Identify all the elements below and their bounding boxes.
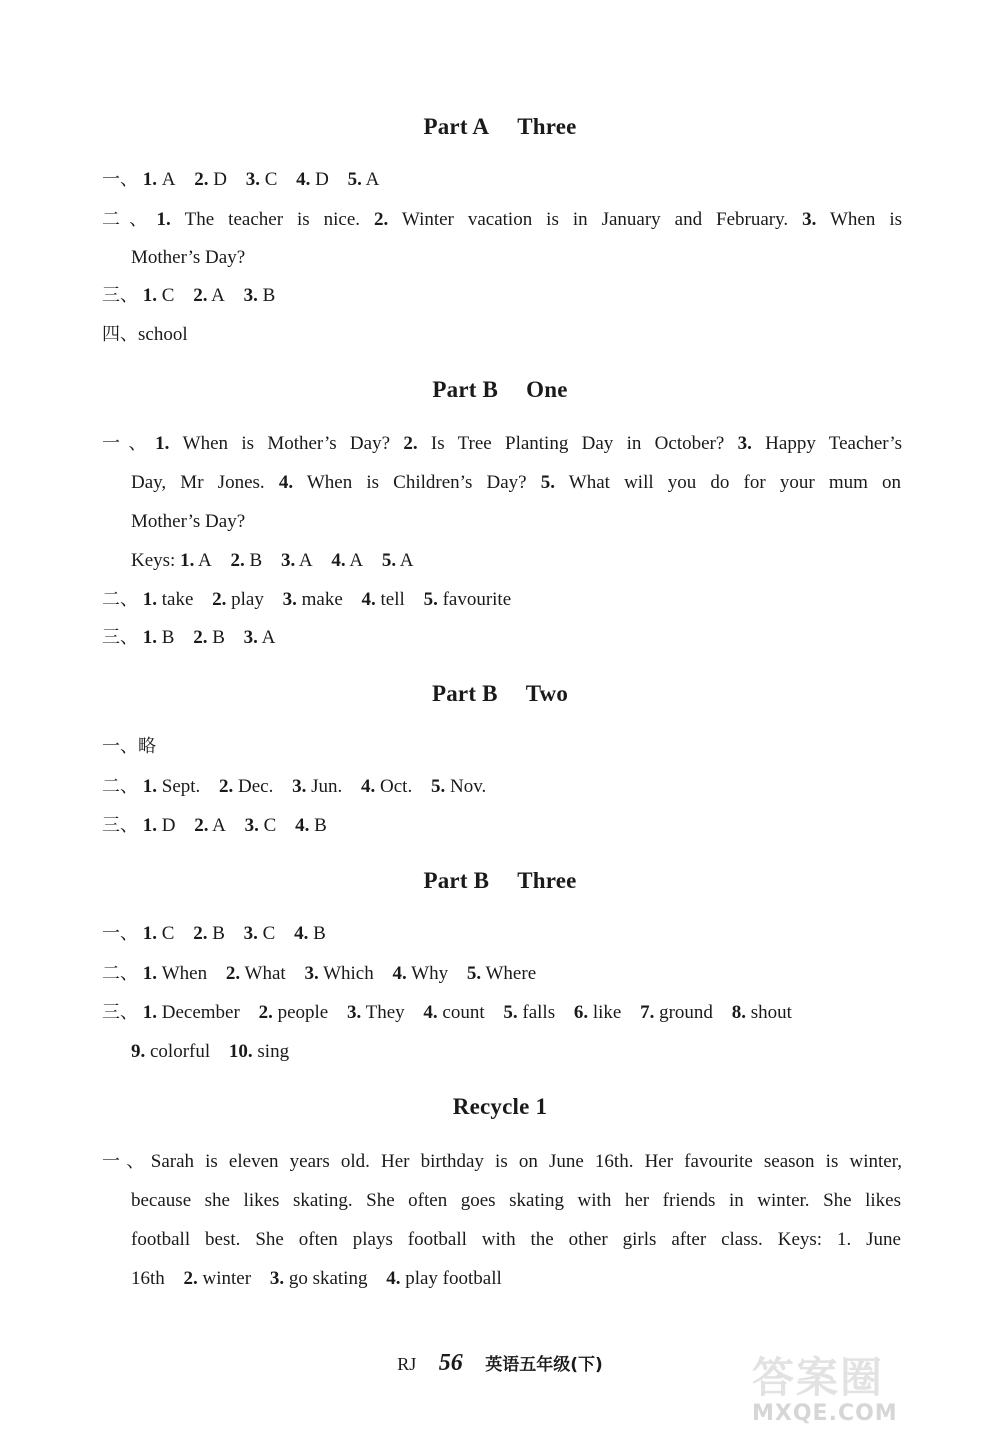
keys-label: Keys: 1. June (777, 1229, 901, 1250)
answer-item: 4. B (294, 923, 326, 944)
question-mark: 三、 (102, 1002, 138, 1023)
question-row (102, 1001, 862, 1025)
answer-item: 8. shout (731, 1002, 792, 1023)
answer-item: 2. What (225, 963, 286, 984)
answer-item: 3. go skating (269, 1268, 368, 1289)
answer-continuation: Mother’s Day? (131, 247, 246, 268)
keys-row (131, 549, 901, 573)
answer-item: 10. sing (228, 1041, 290, 1062)
answer-item: 6. like (573, 1002, 622, 1023)
answer-item: 1. When is Mother’s Day? (155, 433, 391, 454)
answer-item: 1. C (142, 923, 175, 944)
question-mark: 二、 (102, 776, 138, 797)
answer-item: 1. A (180, 550, 212, 571)
answer-item: 2. people (258, 1002, 329, 1023)
answer-item: 1. D (142, 815, 176, 836)
footer-edition-code: RJ (397, 1354, 417, 1374)
question-row (102, 962, 902, 986)
section-heading-part-a-three (0, 114, 1000, 140)
answer-item: 3. C (243, 923, 276, 944)
question-row (102, 814, 902, 838)
question-row (102, 588, 902, 612)
answer-item: 3. Jun. (292, 776, 343, 797)
answer-item: 3. Happy Teacher’s (737, 433, 903, 454)
answer-item: 4. D (296, 169, 329, 190)
answer-item: 4. A (331, 550, 364, 571)
answer-item: 1. A (142, 169, 176, 190)
watermark-url: MXQE.COM (752, 1401, 898, 1426)
answer-item: 3. B (243, 285, 276, 306)
question-mark: 一、 (102, 923, 138, 944)
answer-item: 5. Nov. (430, 776, 487, 797)
heading-number: Three (517, 114, 577, 139)
question-row (102, 775, 902, 799)
answer-item: 1. B (142, 627, 175, 648)
answer-item: 1. The teacher is nice. (156, 209, 361, 230)
question-mark: 三、 (102, 815, 138, 836)
question-mark: 二、 (102, 589, 138, 610)
answer-item: 2. A (194, 815, 226, 836)
answer-item: 3. A (243, 627, 276, 648)
answer-item: 5. What will you do for your mum on (540, 472, 902, 493)
answer-item: 1. December (142, 1002, 240, 1023)
passage-text: football best. She often plays football with the other girls after class. (131, 1229, 763, 1250)
answer-item: 3. A (280, 550, 313, 571)
question-row (102, 626, 902, 650)
answer-continuation (131, 471, 901, 495)
watermark-logo (752, 1345, 982, 1425)
section-heading-part-b-one (0, 377, 1000, 403)
answer-item: 9. colorful (131, 1041, 211, 1062)
question-mark: 一、 (102, 433, 156, 454)
watermark-text: 答案圈 (752, 1353, 885, 1402)
question-row (102, 323, 902, 347)
question-mark: 三、 (102, 285, 138, 306)
heading-number: Two (525, 681, 569, 706)
answer-item: 2. D (194, 169, 227, 190)
answer-item: 1. take (142, 589, 194, 610)
question-row (102, 922, 902, 946)
answer-item: 5. A (347, 169, 380, 190)
answer-item: 3. They (346, 1002, 405, 1023)
answer-item: 4. tell (361, 589, 405, 610)
heading-part: Part B (432, 377, 499, 402)
answer-item: 5. A (381, 550, 414, 571)
section-heading-part-b-two (0, 681, 1000, 707)
question-mark: 三、 (102, 627, 138, 648)
question-mark: 一、 (102, 736, 138, 757)
question-mark: 一、 (102, 169, 138, 190)
answer-item: Day, Mr Jones. (131, 472, 265, 493)
answer-item: 2. B (230, 550, 263, 571)
answer-item: 3. Which (304, 963, 374, 984)
answer-item: 4. B (295, 815, 327, 836)
question-mark: 四、 (102, 324, 138, 345)
answer-item: 5. favourite (423, 589, 512, 610)
question-mark: 二、 (102, 963, 138, 984)
answer-continuation (131, 1040, 901, 1064)
passage-text: Sarah is eleven years old. Her birthday is on June 16th. Her favourite season is winter, (150, 1151, 902, 1172)
answer-item: 3. When is (802, 209, 903, 230)
keys-row (131, 1267, 901, 1291)
answer-continuation: Mother’s Day? (131, 511, 246, 532)
answer-item: 2. B (193, 627, 225, 648)
question-mark: 二、 (102, 209, 157, 230)
answer-item: 5. falls (503, 1002, 556, 1023)
answer-item: 5. Where (466, 963, 537, 984)
section-heading-part-b-three (0, 868, 1000, 894)
heading-part: Part B (423, 868, 490, 893)
answer-item: 1. Sept. (142, 776, 201, 797)
answer-item: 略 (138, 736, 156, 757)
answer-item: 4. Oct. (361, 776, 413, 797)
answer-item: 16th (131, 1268, 165, 1289)
answer-item: 3. C (245, 169, 278, 190)
passage-text (131, 1228, 901, 1252)
answer-item: 2. Is Tree Planting Day in October? (403, 433, 725, 454)
question-row (102, 208, 902, 232)
answer-item: 3. C (244, 815, 277, 836)
question-row (102, 168, 902, 192)
answer-item: 4. Why (392, 963, 449, 984)
answer-item: 4. When is Children’s Day? (278, 472, 527, 493)
answer-item: school (138, 324, 188, 345)
footer-subject: 英语五年级(下) (485, 1355, 603, 1375)
section-heading-recycle-1: Recycle 1 (452, 1094, 548, 1119)
keys-label: Keys: (131, 550, 176, 571)
question-row (102, 432, 902, 456)
page-number: 56 (438, 1350, 463, 1376)
question-row (102, 284, 902, 308)
answer-item: 7. ground (640, 1002, 713, 1023)
answer-item: 2. Dec. (219, 776, 274, 797)
heading-number: One (526, 377, 568, 402)
answer-item: 1. C (142, 285, 175, 306)
question-row (102, 1150, 902, 1174)
answer-item: 3. make (282, 589, 343, 610)
answer-item: 4. play football (386, 1268, 502, 1289)
answer-item: 2. play (212, 589, 264, 610)
heading-number: Three (517, 868, 577, 893)
question-mark: 一、 (102, 1151, 151, 1172)
passage-text: because she likes skating. She often goes skating with her friends in winter. She likes (131, 1190, 901, 1211)
answer-item: 2. A (193, 285, 225, 306)
answer-item: 2. B (193, 923, 225, 944)
answer-item: 2. winter (183, 1268, 252, 1289)
answer-item: 1. When (142, 963, 208, 984)
answer-item: 2. Winter vacation is in January and February. (374, 209, 789, 230)
answer-item: 4. count (423, 1002, 485, 1023)
heading-part: Part B (431, 681, 498, 706)
heading-part: Part A (423, 114, 490, 139)
question-row (102, 735, 902, 759)
